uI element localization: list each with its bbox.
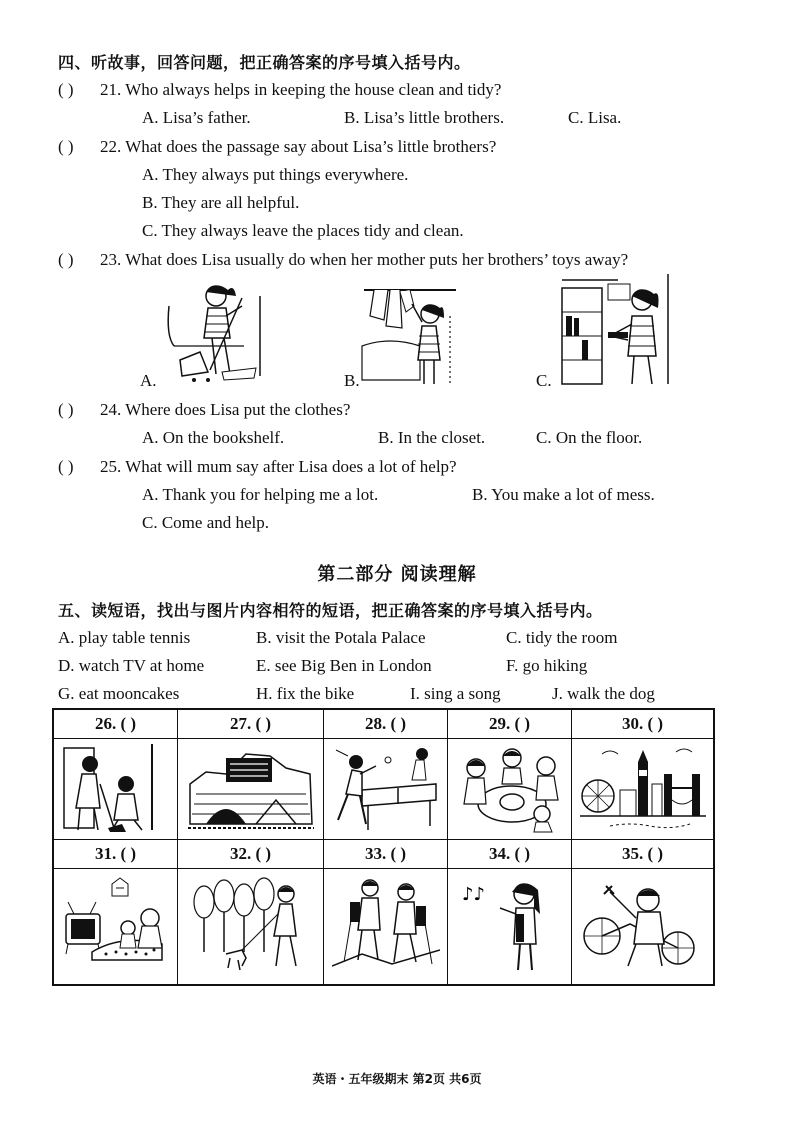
answer-paren[interactable]: ( ) [58, 250, 74, 269]
question-text: 24. Where does Lisa put the clothes? [100, 400, 351, 419]
match-cell-35 [572, 840, 713, 984]
phrase: B. visit the Potala Palace [256, 628, 426, 647]
sweeping-room-icon [62, 744, 168, 834]
phrase: I. sing a song [410, 684, 501, 703]
option: C. Come and help. [142, 513, 270, 532]
answer-paren[interactable]: ( ) [58, 80, 74, 99]
question-text: 25. What will mum say after Lisa does a lot of help? [100, 457, 457, 476]
question-23 [58, 250, 628, 270]
question-22 [58, 137, 496, 157]
question-text: 21. Who always helps in keeping the house clean and tidy? [100, 80, 502, 99]
option-label: B. [344, 371, 360, 390]
answer-paren[interactable]: 32. ( ) [178, 840, 323, 869]
fixing-bike-icon [580, 874, 706, 974]
answer-paren[interactable]: ( ) [58, 137, 74, 156]
option: B. In the closet. [378, 428, 486, 447]
section4-heading: 四、听故事，回答问题，把正确答案的序号填入括号内。 [58, 53, 471, 72]
question-24 [58, 400, 350, 420]
answer-paren[interactable]: ( ) [58, 457, 74, 476]
match-cell-28 [324, 710, 448, 840]
option-label: A. [140, 371, 157, 390]
answer-paren[interactable]: 28. ( ) [324, 710, 447, 739]
phrase: E. see Big Ben in London [256, 656, 432, 675]
phrase: D. watch TV at home [58, 656, 205, 675]
option: C. On the floor. [536, 428, 643, 447]
option: A. Thank you for helping me a lot. [142, 485, 379, 504]
option: A. Lisa’s father. [142, 108, 251, 127]
option-label: C. [536, 371, 552, 390]
family-mooncakes-icon [456, 744, 564, 834]
svg-text:♪♪: ♪♪ [462, 884, 485, 905]
match-cell-27 [178, 710, 324, 840]
phrase: C. tidy the room [506, 628, 618, 647]
answer-paren[interactable]: 33. ( ) [324, 840, 447, 869]
option: B. You make a lot of mess. [472, 485, 655, 504]
answer-paren[interactable]: 35. ( ) [572, 840, 713, 869]
potala-palace-icon [186, 744, 316, 834]
hiking-icon [332, 874, 440, 974]
match-cell-31 [54, 840, 178, 984]
match-cell-29 [448, 710, 572, 840]
page-footer: 英语・五年级期末 第2页 共6页 [312, 1072, 482, 1086]
phrase: H. fix the bike [256, 684, 355, 703]
watching-tv-icon [62, 874, 168, 974]
option: A. On the bookshelf. [142, 428, 285, 447]
question-25 [58, 457, 457, 477]
match-cell-26 [54, 710, 178, 840]
singing-icon [456, 874, 564, 974]
girl-hanging-clothes-illustration [360, 276, 460, 386]
picture-matching-grid [52, 708, 715, 986]
section5-heading: 五、读短语，找出与图片内容相符的短语，把正确答案的序号填入括号内。 [58, 601, 603, 620]
answer-paren[interactable]: 30. ( ) [572, 710, 713, 739]
phrase: A. play table tennis [58, 628, 191, 647]
question-text: 22. What does the passage say about Lisa’s little brothers? [100, 137, 497, 156]
match-cell-33 [324, 840, 448, 984]
question-text: 23. What does Lisa usually do when her mother puts her brothers’ toys away? [100, 250, 629, 269]
option: B. Lisa’s little brothers. [344, 108, 505, 127]
option: C. Lisa. [568, 108, 622, 127]
answer-paren[interactable]: 26. ( ) [54, 710, 177, 739]
option: B. They are all helpful. [142, 193, 300, 212]
match-cell-34 [448, 840, 572, 984]
question-21 [58, 80, 501, 100]
girl-sweeping-illustration [164, 276, 268, 386]
answer-paren[interactable]: ( ) [58, 400, 74, 419]
phrase: F. go hiking [506, 656, 588, 675]
walking-dog-icon [186, 874, 316, 974]
answer-paren[interactable]: 27. ( ) [178, 710, 323, 739]
girl-at-bookshelf-illustration [558, 274, 672, 386]
option: C. They always leave the places tidy and clean. [142, 221, 464, 240]
answer-paren[interactable]: 29. ( ) [448, 710, 571, 739]
match-cell-30 [572, 710, 713, 840]
match-cell-32 [178, 840, 324, 984]
table-tennis-icon [332, 744, 440, 834]
phrase: G. eat mooncakes [58, 684, 180, 703]
answer-paren[interactable]: 34. ( ) [448, 840, 571, 869]
part2-title: 第二部分 阅读理解 [317, 564, 477, 585]
option: A. They always put things everywhere. [142, 165, 409, 184]
london-skyline-icon [580, 744, 706, 834]
phrase: J. walk the dog [552, 684, 655, 703]
answer-paren[interactable]: 31. ( ) [54, 840, 177, 869]
